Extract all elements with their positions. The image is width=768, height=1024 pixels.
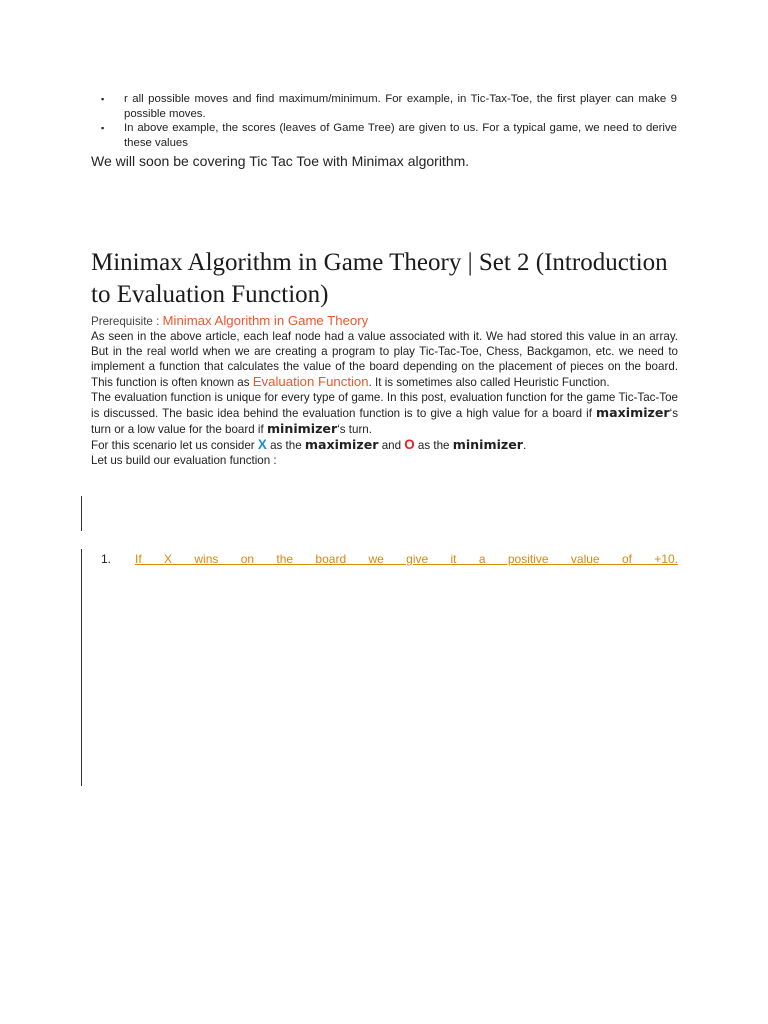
article-body bbox=[91, 313, 678, 468]
prerequisite-link[interactable]: Minimax Algorithm in Game Theory bbox=[162, 313, 369, 328]
bullet-item bbox=[0, 121, 768, 150]
paragraph-text: ‘s turn or a low value for the board if bbox=[91, 407, 678, 436]
paragraph-text: The evaluation function is unique for every type of game. In this post, evaluation function for the game Tic-Tac-Toe is discussed. The basic idea behind the evaluation function is to give a high value for a board if bbox=[91, 391, 678, 420]
evaluation-function-link[interactable]: Evaluation Function bbox=[252, 374, 369, 389]
paragraph-text: . It is sometimes also called Heuristic Function. bbox=[368, 376, 610, 389]
list-number: 1. bbox=[101, 552, 112, 566]
paragraph-text: . bbox=[522, 439, 527, 452]
paragraph-text: as the bbox=[414, 439, 453, 452]
minimizer-term: minimizer bbox=[266, 421, 338, 436]
article-title: Minimax Algorithm in Game Theory | Set 2 (Introduction to Evaluation Function) bbox=[91, 249, 668, 308]
prerequisite-line bbox=[91, 313, 678, 329]
bullet-text: In above example, the scores (leaves of Game Tree) are given to us. For a typical game, we need to derive these values bbox=[124, 122, 677, 149]
paragraph-intro bbox=[91, 329, 678, 390]
paragraph-text: and bbox=[378, 439, 405, 452]
coming-soon-note: We will soon be covering Tic Tac Toe with Minimax algorithm. bbox=[91, 153, 470, 169]
paragraph-evaluation bbox=[91, 390, 678, 437]
x-player-mark: X bbox=[257, 437, 267, 452]
maximizer-term: maximizer bbox=[596, 405, 670, 420]
maximizer-term: maximizer bbox=[304, 437, 379, 452]
paragraph-text: As seen in the above article, each leaf node had a value associated with it. We had stored this value in an array. But in the real world when we are creating a program to play Tic-Tac-Toe, Chess, Backgamon, etc. we need to implement a function that calculates the value of the board depending on the placement of pieces on the board. This function is often known as bbox=[91, 330, 678, 389]
paragraph-text: ‘s turn. bbox=[337, 423, 372, 436]
bullet-text: r all possible moves and find maximum/minimum. For example, in Tic-Tax-Toe, the first player can make 9 possible moves. bbox=[124, 93, 677, 120]
vertical-rule bbox=[81, 549, 82, 786]
paragraph-build: Let us build our evaluation function : bbox=[91, 454, 277, 467]
paragraph-text: as the bbox=[266, 439, 305, 452]
bullet-square-icon: ▪ bbox=[101, 123, 105, 133]
bullet-square-icon: ▪ bbox=[101, 94, 105, 104]
o-player-mark: O bbox=[404, 437, 415, 452]
paragraph-scenario bbox=[91, 437, 678, 453]
bullet-item bbox=[0, 92, 768, 121]
vertical-rule bbox=[81, 496, 82, 531]
list-item-link[interactable]: If X wins on the board we give it a positive value of +10. bbox=[135, 552, 678, 566]
minimizer-term: minimizer bbox=[452, 437, 523, 452]
bullet-list bbox=[0, 92, 768, 150]
paragraph-text: For this scenario let us consider bbox=[91, 439, 258, 452]
prerequisite-label: Prerequisite : bbox=[91, 315, 163, 328]
